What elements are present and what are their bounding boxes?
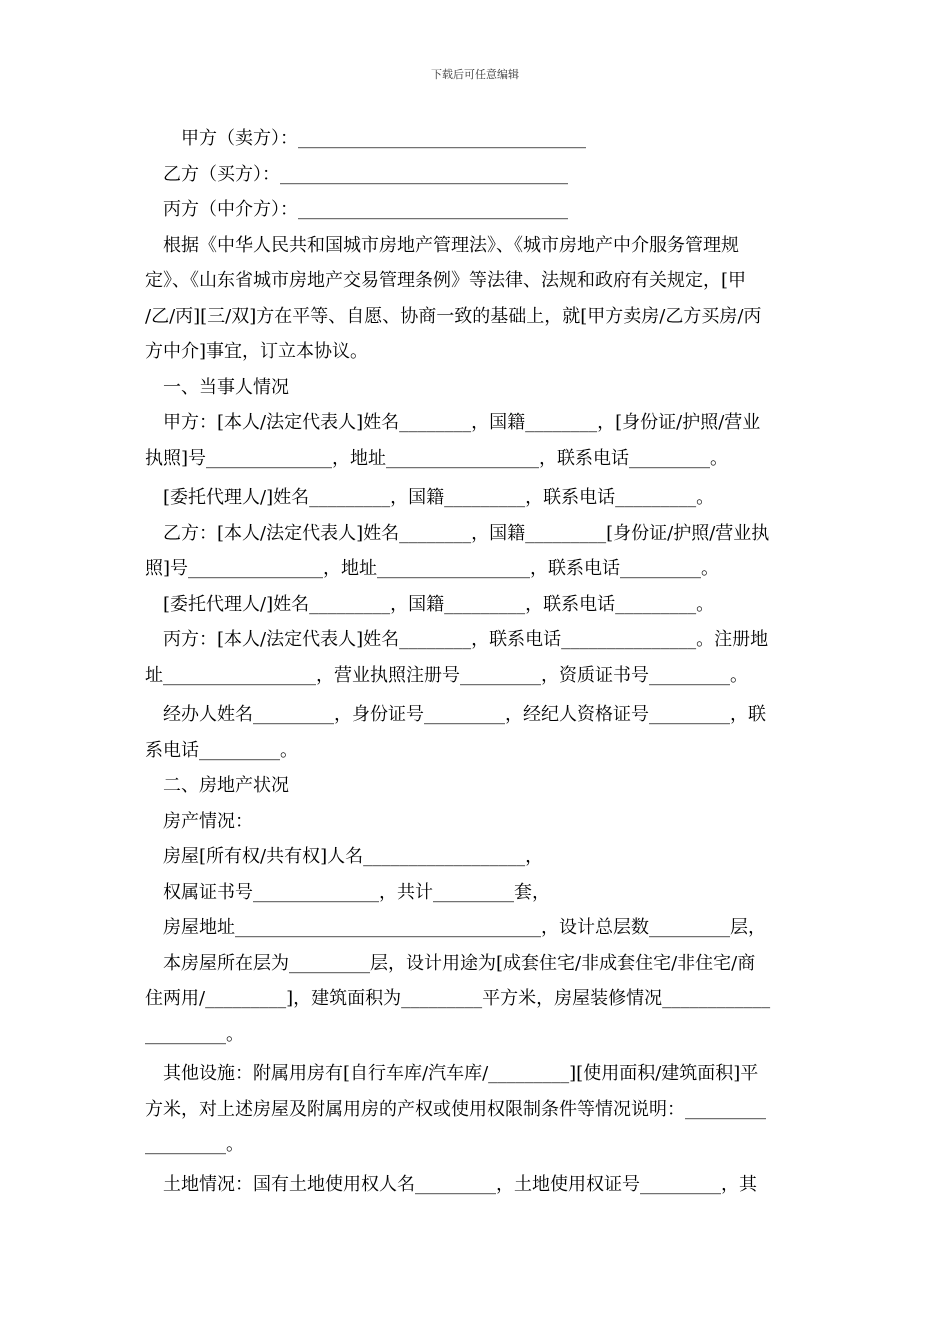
facilities-line: 方米，对上述房屋及附属用房的产权或使用权限制条件等情况说明：_________: [145, 1098, 766, 1120]
preamble-line: 定》、《山东省城市房地产交易管理条例》等法律、法规和政府有关规定，[甲: [145, 270, 747, 291]
section-heading: 一、当事人情况: [163, 376, 289, 398]
facilities-line: _________。: [145, 1134, 244, 1155]
party-c-detail-line: 址_________________，营业执照注册号_________，资质证书号_________。: [145, 664, 748, 686]
owner-name-line: 房屋[所有权/共有权]人名__________________，: [163, 846, 544, 867]
party-b-agent-line: [委托代理人/]姓名_________，国籍_________，联系电话_________。: [163, 593, 715, 615]
page-header-note: 下载后可任意编辑: [431, 68, 519, 81]
address-line: 房屋地址__________________________________，设计总层数_________层，: [163, 917, 766, 938]
land-line: 土地情况：国有土地使用权人名_________，土地使用权证号_________，其: [163, 1173, 757, 1195]
party-c-line: 丙方（中介方）：______________________________: [163, 199, 568, 220]
section-heading: 二、房地产状况: [163, 775, 289, 796]
party-a-detail-line: 执照]号______________，地址_________________，联系电话_________。: [145, 447, 729, 469]
party-b-line: 乙方（买方）：________________________________: [163, 163, 568, 185]
agreement-body: [145, 121, 810, 1202]
floor-use-line: 住两用/_________]，建筑面积为_________平方米，房屋装修情况____________: [145, 988, 771, 1009]
party-a-detail-line: 甲方：[本人/法定代表人]姓名________，国籍________，[身份证/护照/营业: [163, 412, 761, 433]
preamble-line: 根据《中华人民共和国城市房地产管理法》、《城市房地产中介服务管理规: [163, 234, 739, 256]
facilities-line: 其他设施：附属用房有[自行车库/汽车库/_________][使用面积/建筑面积]平: [163, 1063, 759, 1084]
party-a-agent-line: [委托代理人/]姓名_________，国籍_________，联系电话_________。: [163, 487, 715, 508]
preamble-line: 方中介]事宜，订立本协议。: [145, 341, 369, 362]
handler-line: 经办人姓名_________，身份证号_________，经纪人资格证号_________，联: [163, 704, 766, 725]
party-b-detail-line: 照]号_______________，地址_________________，联系电话_________。: [145, 558, 720, 579]
floor-use-line: 本房屋所在层为_________层，设计用途为[成套住宅/非成套住宅/非住宅/商: [163, 952, 756, 974]
party-a-line: 甲方（卖方）：________________________________: [163, 128, 586, 149]
party-b-detail-line: 乙方：[本人/法定代表人]姓名________，国籍_________[身份证/护照/营业执: [163, 522, 770, 544]
party-c-detail-line: 丙方：[本人/法定代表人]姓名________，联系电话_______________。注册地: [163, 629, 769, 650]
property-subheading: 房产情况：: [163, 810, 253, 832]
floor-use-line: _________。: [145, 1023, 244, 1045]
handler-line: 系电话_________。: [145, 739, 298, 761]
preamble-line: /乙/丙][三/双]方在平等、自愿、协商一致的基础上，就[甲方卖房/乙方买房/丙: [145, 305, 762, 327]
certificate-line: 权属证书号______________，共计_________套，: [163, 881, 550, 903]
